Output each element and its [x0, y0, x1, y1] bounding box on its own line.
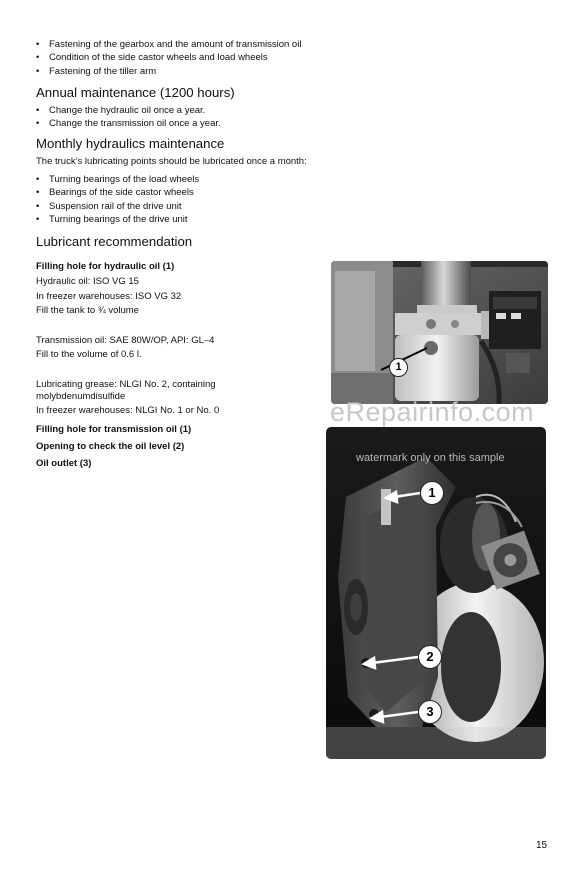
hydraulic-filling-title: Filling hole for hydraulic oil (1) — [36, 261, 175, 272]
legend-item-2: Opening to check the oil level (2) — [36, 441, 185, 452]
page-number: 15 — [536, 840, 548, 851]
hydraulic-oil-spec: Hydraulic oil: ISO VG 15 — [36, 276, 139, 287]
legend-item-3: Oil outlet (3) — [36, 458, 92, 469]
watermark-note: watermark only on this sample — [356, 452, 505, 464]
intro-bullet-list — [36, 38, 301, 78]
list-item: • Fastening of the gearbox and the amount of transmission oil — [36, 38, 301, 51]
monthly-bullet-list — [36, 173, 199, 227]
fill-tank-text: Fill the tank to ¾ volume — [36, 305, 139, 316]
photo2-callout-3: 3 — [418, 700, 442, 724]
annual-bullet-list — [36, 104, 221, 131]
annual-maintenance-heading: Annual maintenance (1200 hours) — [36, 85, 235, 100]
list-item: • Bearings of the side castor wheels — [36, 186, 199, 199]
photo1-callout-1: 1 — [389, 358, 408, 377]
photo2-callout-1: 1 — [420, 481, 444, 505]
transmission-oil-spec: Transmission oil: SAE 80W/OP, API: GL–4 — [36, 335, 215, 346]
list-item: • Turning bearings of the load wheels — [36, 173, 199, 186]
freezer-grease-spec: In freezer warehouses: NLGI No. 1 or No. 0 — [36, 405, 220, 416]
lubricant-heading: Lubricant recommendation — [36, 234, 193, 249]
freezer-hydraulic-spec: In freezer warehouses: ISO VG 32 — [36, 291, 182, 302]
list-item: • Change the hydraulic oil once a year. — [36, 104, 221, 117]
list-item: • Suspension rail of the drive unit — [36, 200, 199, 213]
photo2-callout-2: 2 — [418, 645, 442, 669]
grease-spec: Lubricating grease: NLGI No. 2, containing molybdenumdisulfide — [36, 379, 216, 402]
watermark-brand: eRepairinfo.com — [330, 397, 535, 427]
monthly-hydraulics-heading: Monthly hydraulics maintenance — [36, 136, 225, 151]
legend-item-1: Filling hole for transmission oil (1) — [36, 424, 192, 435]
monthly-intro-text: The truck’s lubricating points should be lubricated once a month: — [36, 156, 307, 167]
list-item: • Turning bearings of the drive unit — [36, 213, 199, 226]
fill-volume-text: Fill to the volume of 0.6 l. — [36, 349, 142, 360]
gearbox-photo — [326, 427, 546, 759]
list-item: • Fastening of the tiller arm — [36, 65, 301, 78]
hydraulic-unit-photo — [331, 261, 548, 404]
list-item: • Change the transmission oil once a year. — [36, 117, 221, 130]
list-item: • Condition of the side castor wheels and load wheels — [36, 51, 301, 64]
